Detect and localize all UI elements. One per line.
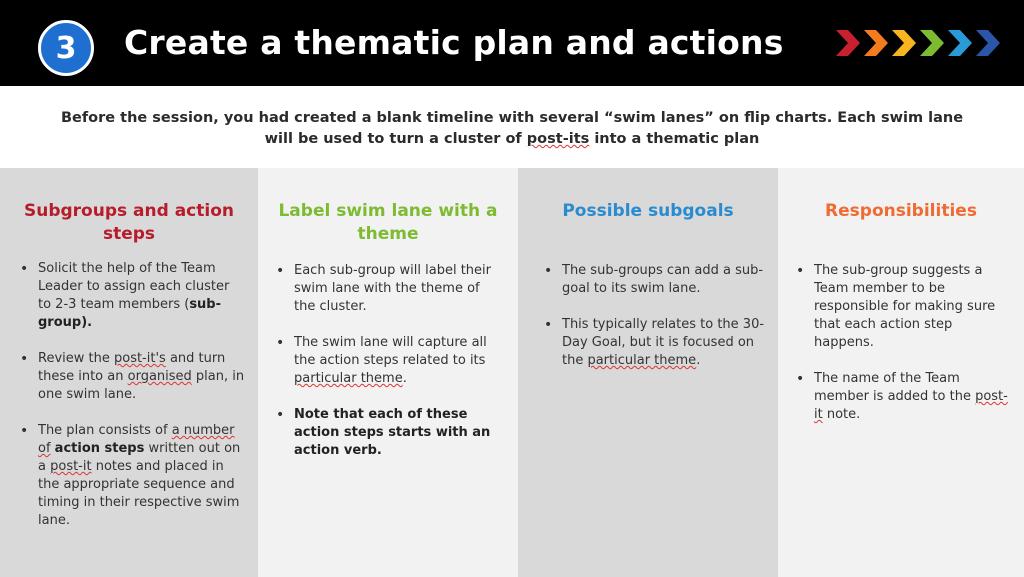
list-item: • Note that each of these action steps starts with an action verb. bbox=[274, 406, 504, 460]
list-item: • The plan consists of a number of action steps written out on a post-it notes and placed in the appropriate sequence and timing in their respective swim lane. bbox=[18, 422, 246, 530]
list-item: • The sub-groups can add a sub-goal to its swim lane. bbox=[542, 262, 768, 298]
chevron-icon bbox=[864, 30, 888, 56]
list-item: • Review the post-it's and turn these into an organised plan, in one swim lane. bbox=[18, 350, 246, 404]
column-subgoals bbox=[518, 168, 778, 577]
column-title-subgoals: Possible subgoals bbox=[562, 201, 734, 221]
intro-line-1: Before the session, you had created a blank timeline with several “swim lanes” on flip charts. Each swim lane bbox=[60, 110, 964, 126]
chevron-icon bbox=[892, 30, 916, 56]
chevron-icon bbox=[976, 30, 1000, 56]
list-item: • Each sub-group will label their swim lane with the theme of the cluster. bbox=[274, 262, 504, 316]
column-responsibilities bbox=[778, 168, 1024, 577]
step-number: 3 bbox=[55, 30, 77, 66]
chevron-icon bbox=[920, 30, 944, 56]
header-bar bbox=[0, 0, 1024, 86]
bullet-list-subgoals bbox=[542, 262, 768, 388]
column-title-subgroups: Subgroups and action steps bbox=[23, 201, 234, 244]
list-item: • The sub-group suggests a Team member to be responsible for making sure that each action step happens. bbox=[794, 262, 1016, 352]
chevron-arrows-icon bbox=[836, 26, 1010, 60]
column-label-swim-lane bbox=[258, 168, 518, 577]
bullet-list-label-swim-lane bbox=[274, 262, 504, 478]
list-item: • The name of the Team member is added to the post-it note. bbox=[794, 370, 1016, 424]
intro-line-2-underlined: post-its bbox=[526, 131, 590, 147]
bullet-list-responsibilities bbox=[794, 262, 1016, 442]
intro-text bbox=[0, 86, 1024, 168]
column-title-label-swim-lane: Label swim lane with a theme bbox=[278, 201, 498, 244]
chevron-icon bbox=[948, 30, 972, 56]
intro-line-2-part-a: will be used to turn a cluster of bbox=[264, 131, 527, 147]
page-title: Create a thematic plan and actions bbox=[124, 23, 784, 62]
step-number-badge bbox=[38, 20, 94, 76]
chevron-icon bbox=[836, 30, 860, 56]
bullet-list-subgroups bbox=[18, 260, 246, 548]
list-item: • The swim lane will capture all the action steps related to its particular theme. bbox=[274, 334, 504, 388]
intro-line-2 bbox=[40, 129, 984, 150]
intro-line-2-part-c: into a thematic plan bbox=[589, 131, 760, 147]
list-item: • Solicit the help of the Team Leader to assign each cluster to 2-3 team members (sub-group). bbox=[18, 260, 246, 332]
column-subgroups bbox=[0, 168, 258, 577]
list-item: • This typically relates to the 30-Day Goal, but it is focused on the particular theme. bbox=[542, 316, 768, 370]
column-title-responsibilities: Responsibilities bbox=[825, 201, 977, 221]
